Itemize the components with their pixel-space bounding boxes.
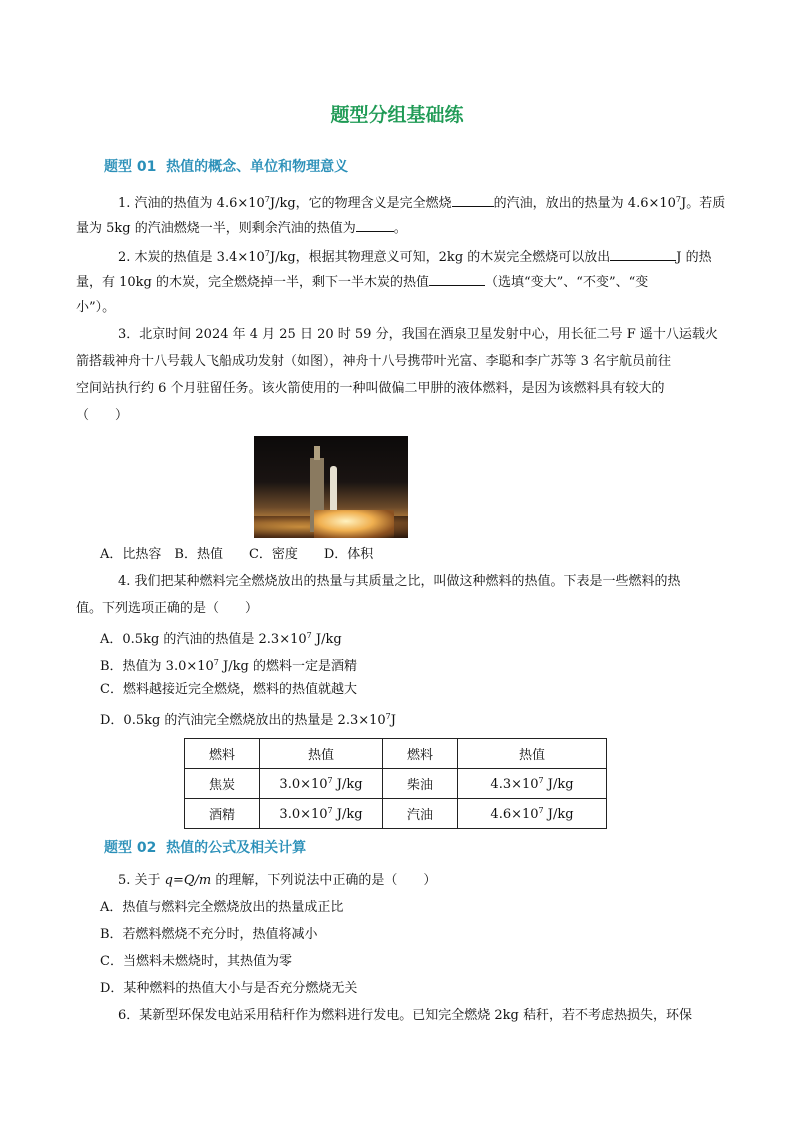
question-5-option-b: B．若燃料燃烧不充分时，热值将减小 — [100, 927, 318, 942]
table-header: 热值 — [260, 739, 383, 769]
page-title: 题型分组基础练 — [330, 104, 464, 126]
table-cell: $4.6\times 10^7$ J/kg — [458, 799, 607, 829]
question-1-line-1: 1. 汽油的热值为 $4.6\times 10^7J/kg$，它的物理含义是完全燃烧 的汽油，放出的热量为 $4.6\times 10^7J$。若质 — [118, 190, 725, 214]
section-title: 热值的概念、单位和物理意义 — [166, 159, 349, 175]
answer-blank[interactable] — [610, 246, 676, 261]
table-cell: 汽油 — [383, 799, 458, 829]
question-1-line-2: 量为 5kg 的汽油燃烧一半，则剩余汽油的热值为 。 — [76, 217, 407, 239]
answer-blank[interactable] — [356, 217, 394, 232]
question-4-option-c: C．燃料越接近完全燃烧，燃料的热值就越大 — [100, 682, 357, 697]
section-title: 热值的公式及相关计算 — [166, 840, 307, 856]
question-3-line-2: 箭搭载神舟十八号载人飞船成功发射（如图），神舟十八号携带叶光富、李聪和李广苏等 3 名宇航员前往 — [76, 354, 672, 369]
question-5-option-d: D．某种燃料的热值大小与是否充分燃烧无关 — [100, 981, 358, 996]
table-cell: $4.3\times 10^7$ J/kg — [458, 769, 607, 799]
table-row — [185, 799, 607, 829]
question-2-line-1: 2. 木炭的热值是 $3.4\times 10^7J/kg$，根据其物理意义可知，2kg 的木炭完全燃烧可以放出 J 的热 — [118, 244, 712, 268]
question-3-options: A．比热容 B．热值 C．密度 D．体积 — [100, 547, 374, 562]
formula: q=Q/m — [164, 873, 212, 888]
question-2-line-2: 量，有 10kg 的木炭，完全燃烧掉一半，剩下一半木炭的热值 （选填“变大”、“不变”、“变 — [76, 271, 648, 293]
answer-blank[interactable] — [452, 192, 494, 207]
question-5-option-c: C．当燃料未燃烧时，其热值为零 — [100, 954, 292, 969]
table-cell: 酒精 — [185, 799, 260, 829]
question-4-line-2: 值。下列选项正确的是（ ） — [76, 601, 259, 616]
section-heading-02 — [104, 837, 306, 857]
question-5-stem: 5. 关于 q=Q/m 的理解，下列说法中正确的是（ ） — [118, 873, 437, 888]
fuel-heat-value-table — [184, 738, 607, 829]
table-header: 燃料 — [383, 739, 458, 769]
question-4-option-b: B．热值为 $3.0\times 10^7$ J/kg 的燃料一定是酒精 — [100, 658, 357, 674]
question-3-line-3: 空间站执行约 6 个月驻留任务。该火箭使用的一种叫做偏二甲肼的液体燃料，是因为该燃料具有较大的 — [76, 381, 665, 396]
section-heading-01 — [104, 156, 348, 176]
table-row — [185, 769, 607, 799]
question-5-option-a: A．热值与燃料完全燃烧放出的热量成正比 — [100, 900, 344, 915]
table-header: 热值 — [458, 739, 607, 769]
section-label: 题型 01 — [104, 159, 157, 175]
table-cell: $3.0\times 10^7$ J/kg — [260, 769, 383, 799]
rocket-launch-photo — [254, 436, 408, 538]
question-3-answer-paren: （ ） — [76, 408, 129, 423]
table-cell: 柴油 — [383, 769, 458, 799]
question-4-option-d: D．0.5kg 的汽油完全燃烧放出的热量是 $2.3\times 10^7J$ — [100, 712, 396, 728]
table-header-row — [185, 739, 607, 769]
question-4-line-1: 4. 我们把某种燃料完全燃烧放出的热量与其质量之比，叫做这种燃料的热值。下表是一些燃料的热 — [118, 574, 681, 589]
question-6-line-1: 6．某新型环保发电站采用秸秆作为燃料进行发电。已知完全燃烧 2kg 秸秆，若不考虑热损失，环保 — [118, 1008, 693, 1023]
table-cell: 焦炭 — [185, 769, 260, 799]
table-header: 燃料 — [185, 739, 260, 769]
answer-blank[interactable] — [429, 271, 485, 286]
section-label: 题型 02 — [104, 840, 157, 856]
question-2-line-3: 小”）。 — [76, 300, 116, 315]
table-cell: $3.0\times 10^7$ J/kg — [260, 799, 383, 829]
question-3-line-1: 3．北京时间 2024 年 4 月 25 日 20 时 59 分，我国在酒泉卫星发射中心，用长征二号 F 遥十八运载火 — [118, 327, 718, 342]
question-4-option-a: A．0.5kg 的汽油的热值是 $2.3\times 10^7$ J/kg — [100, 631, 342, 647]
